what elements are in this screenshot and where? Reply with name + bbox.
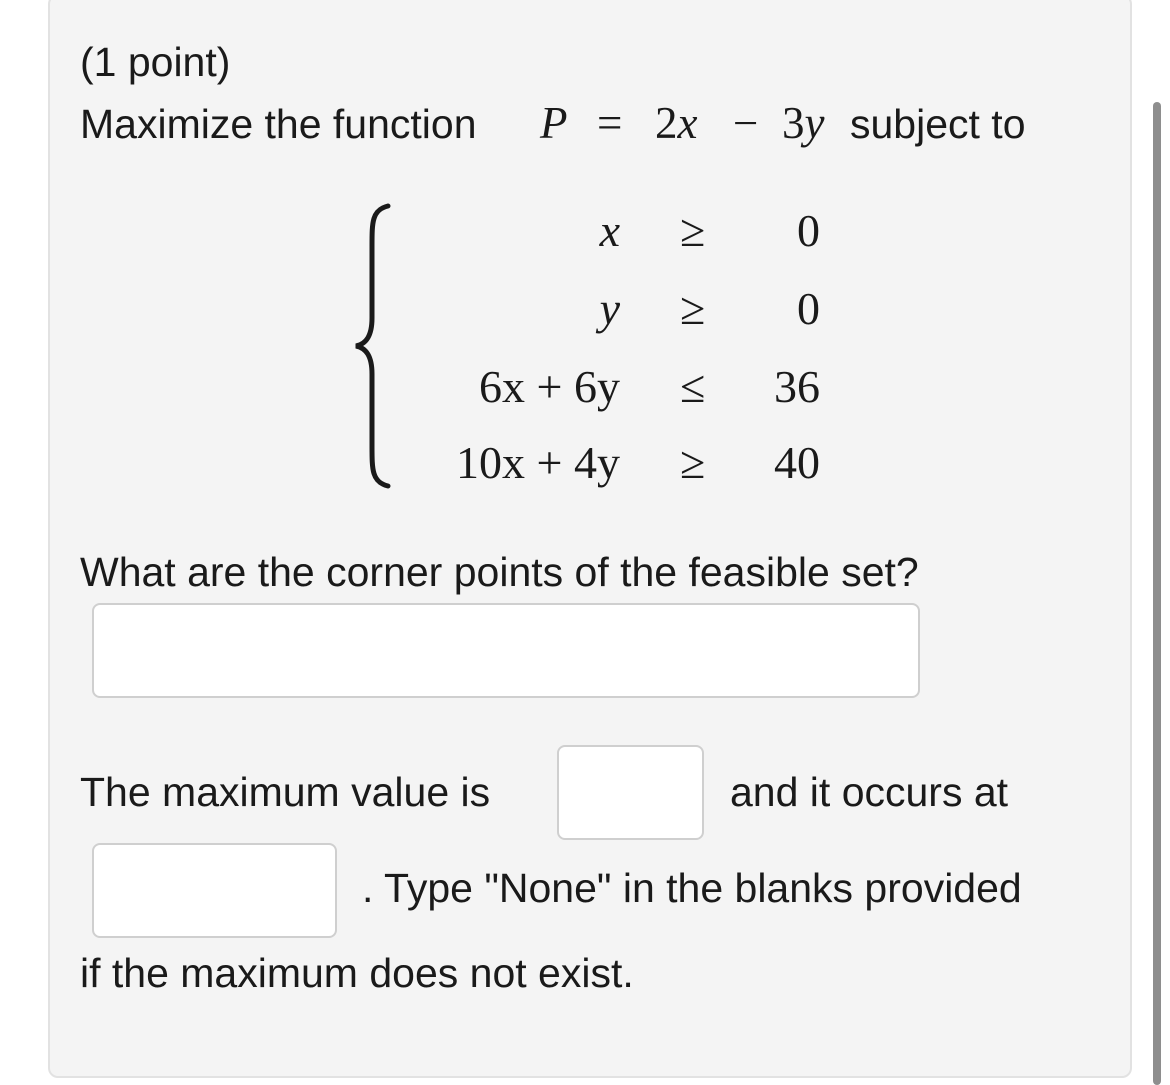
points-label: (1 point) (80, 39, 231, 85)
constraint-3-rhs: 36 (774, 361, 820, 412)
objective-minus: − (733, 98, 759, 148)
constraint-1-lhs: x (599, 205, 620, 256)
constraint-3-relation: ≤ (680, 361, 706, 412)
objective-coef2: 3 (782, 98, 805, 148)
objective-var: P (540, 98, 568, 148)
objective-coef1: 2 (655, 98, 678, 148)
corner-points-input[interactable] (92, 603, 920, 698)
constraint-4-relation: ≥ (680, 437, 706, 488)
constraint-2-lhs: y (599, 283, 620, 334)
constraint-1-rhs: 0 (797, 205, 820, 256)
objective-equals: = (597, 98, 623, 148)
objective-term2 (782, 98, 825, 148)
intro-text: Maximize the function (80, 101, 477, 147)
constraint-4-rhs: 40 (774, 437, 820, 488)
none-instruction-end: if the maximum does not exist. (80, 950, 634, 996)
constraint-4-lhs: 10x + 4y (456, 437, 620, 488)
constraint-1-relation: ≥ (680, 205, 706, 256)
objective-var2: y (804, 98, 825, 148)
constraint-brace (348, 198, 408, 494)
constraint-2-rhs: 0 (797, 283, 820, 334)
objective-function (540, 98, 568, 148)
subject-to-text: subject to (850, 101, 1026, 147)
objective-term1 (655, 98, 698, 148)
constraint-2-relation: ≥ (680, 283, 706, 334)
corner-points-question: What are the corner points of the feasible set? (80, 549, 919, 595)
constraint-3-lhs: 6x + 6y (479, 361, 620, 412)
max-value-input[interactable] (557, 745, 704, 840)
objective-var1: x (677, 98, 698, 148)
scrollbar[interactable] (1153, 102, 1161, 1085)
max-value-middle: and it occurs at (730, 769, 1009, 815)
none-instruction: . Type "None" in the blanks provided (362, 865, 1022, 911)
max-location-input[interactable] (92, 843, 337, 938)
max-value-prefix: The maximum value is (80, 769, 491, 815)
